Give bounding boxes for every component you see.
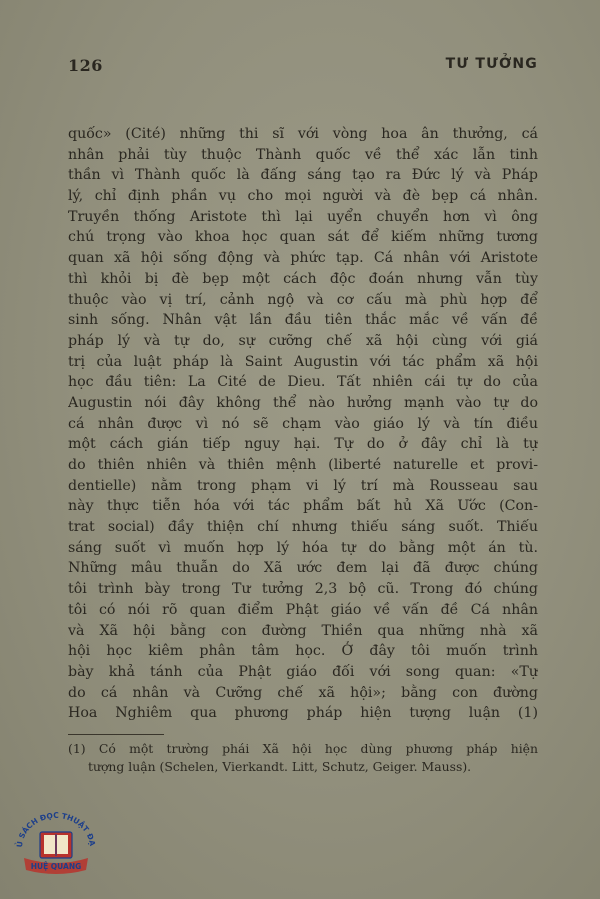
text-line: học đầu tiên: La Cité de Dieu. Tất nhiên cái tự do của [68, 374, 538, 391]
text-line: cá nhân được vì nó sẽ chạm vào giáo lý và tín điều [68, 415, 538, 432]
text-line: này thực tiễn hóa với tác phẩm bất hủ Xã Ước (Con- [68, 498, 538, 515]
running-title: TƯ TƯỞNG [445, 56, 538, 72]
text-line: trị của luật pháp là Saint Augustin với tác phẩm xã hội [68, 353, 538, 370]
text-line: dentielle) nằm trong phạm vi lý trí mà Rousseau sau [68, 477, 538, 494]
text-line: chú trọng vào khoa học quan sát để kiếm những tương [68, 229, 538, 246]
text-line: quốc» (Cité) những thi sĩ với vòng hoa ân thưởng, cá [68, 126, 538, 142]
library-seal [14, 808, 98, 878]
text-line: bày khả tánh của Phật giáo đối với song quan: «Tự [68, 663, 538, 680]
seal-arc-text: Ủ SÁCH ĐỌC THUẬT ĐẠ [14, 810, 98, 848]
text-line: sáng suốt vì muốn hợp lý hóa tự do bằng một án tù. [68, 539, 538, 556]
text-line: Hoa Nghiêm qua phương pháp hiện tượng luận (1) [68, 705, 538, 722]
text-line: tôi trình bày trong Tư tưởng 2,3 bộ cũ. Trong đó chúng [68, 581, 538, 598]
text-line: tôi có nói rõ quan điểm Phật giáo về vấn đề Cá nhân [68, 601, 538, 618]
text-line: Những mâu thuẫn do Xã ước đem lại đã được chúng [68, 560, 538, 577]
text-line: thì khỏi bị đè bẹp một cách độc đoán nhưng vẫn tùy [68, 270, 538, 287]
text-line: thuộc vào vị trí, cảnh ngộ và cơ cấu mà phù hợp để [68, 291, 538, 308]
footnote-line: (1) Có một trường phái Xã hội học dùng phương pháp hiện [68, 741, 538, 756]
page-header [68, 56, 538, 78]
text-line: sinh sống. Nhân vật lần đầu tiên thắc mắc về vấn đề [68, 312, 538, 329]
text-line: hội học kiêm phân tâm học. Ở đây tôi muốn trình [68, 643, 538, 660]
text-line: do cá nhân và Cưỡng chế xã hội»; bằng con đường [68, 684, 538, 701]
text-line: một cách gián tiếp nguy hại. Tự do ở đây chỉ là tự [68, 436, 538, 453]
text-line: nhân phải tùy thuộc Thành quốc về thể xác lẫn tinh [68, 146, 538, 163]
text-line: Truyền thống Aristote thì lại uyển chuyển hơn vì ông [68, 208, 538, 225]
text-line: quan xã hội sống động và phức tạp. Cá nhân với Aristote [68, 250, 538, 267]
page-number: 126 [68, 56, 103, 75]
book-emblem-icon [14, 808, 98, 878]
footnote-divider [68, 734, 164, 735]
text-line: và Xã hội bằng con đường Thiền qua những nhà xã [68, 622, 538, 639]
text-line: trat social) đầy thiện chí nhưng thiếu sáng suốt. Thiếu [68, 519, 538, 536]
footnote-line: tượng luận (Schelen, Vierkandt. Litt, Schutz, Geiger. Mauss). [88, 759, 472, 774]
footnote [68, 740, 538, 776]
body-text [68, 124, 538, 724]
text-line: Augustin nói đây không thể nào hưởng mạnh vào tự do [68, 394, 538, 411]
text-line: do thiên nhiên và thiên mệnh (liberté naturelle et provi- [68, 457, 538, 473]
text-line: pháp lý và tự do, sự cưỡng chế xã hội cùng với giá [68, 332, 538, 349]
text-line: lý, chỉ định phần vụ cho mọi người và đè bẹp cá nhân. [68, 188, 538, 205]
text-line: thần vì Thành quốc là đấng sáng tạo ra Đức lý và Pháp [68, 167, 538, 184]
seal-name: HUỆ QUANG [30, 862, 82, 871]
